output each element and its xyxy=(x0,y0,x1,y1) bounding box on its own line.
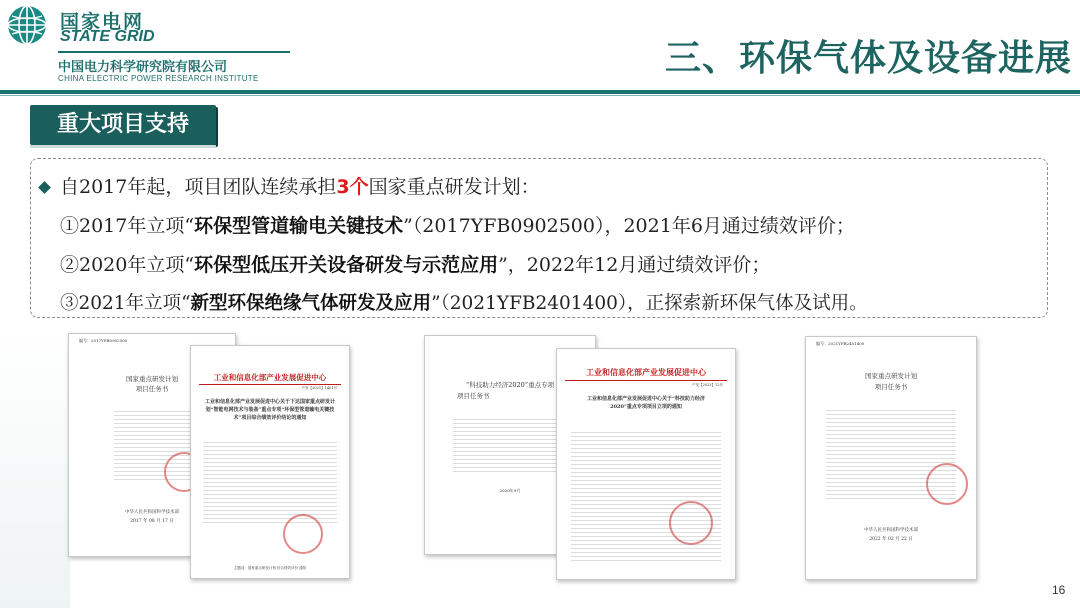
project-item-suffix: ”，2022年12月通过绩效评价； xyxy=(498,254,771,276)
doc-subject: 工业和信息化部产业发展促进中心关于“科技助力经济2020”重点专项项目立项的通知 xyxy=(587,396,705,410)
doc-date: 2017 年 08 月 17 日 xyxy=(130,519,174,524)
doc-header: 工业和信息化部产业发展促进中心 xyxy=(586,367,706,377)
official-seal-icon xyxy=(669,501,713,545)
document-evaluation-notice-2021 xyxy=(190,345,350,579)
intro-count: 3个 xyxy=(336,176,369,198)
doc-title: 国家重点研发计划 xyxy=(865,372,917,380)
project-item-prefix: ①2017年立项“ xyxy=(60,215,195,237)
brand-divider xyxy=(58,51,290,53)
project-item-1 xyxy=(60,211,855,238)
doc-subtitle: 项目任务书 xyxy=(135,385,169,393)
doc-ref: 产发【2021】1401号 xyxy=(301,386,337,390)
doc-subtitle: 项目任务书 xyxy=(874,383,908,391)
doc-number: 编号：2017YFB0902500 xyxy=(79,338,128,343)
doc-date: 2022 年 02 月 22 日 xyxy=(869,537,913,542)
state-grid-logo-icon xyxy=(6,4,48,46)
project-item-name: 环保型管道输电关键技术 xyxy=(194,215,404,237)
brand-name-cn: 国家电网 xyxy=(60,11,145,33)
background-decoration xyxy=(0,330,70,608)
doc-title: “科技助力经济2020”重点专项 xyxy=(465,381,555,389)
project-item-suffix: ”（2017YFB0902500），2021年6月通过绩效评价； xyxy=(403,215,855,237)
doc-ref: 产发【2023】12号 xyxy=(692,383,723,387)
doc-title: 国家重点研发计划 xyxy=(126,375,178,383)
doc-subtitle: 项目任务书 xyxy=(457,392,490,400)
project-item-name: 环保型低压开关设备研发与示范应用 xyxy=(194,254,499,276)
doc-header: 工业和信息化部产业发展促进中心 xyxy=(213,373,327,382)
header-rule xyxy=(0,90,1080,94)
doc-issuer: 中华人民共和国科学技术部 xyxy=(864,528,918,533)
project-item-3 xyxy=(60,289,868,315)
doc-red-rule xyxy=(565,380,727,381)
doc-date: 2020年9月 xyxy=(499,488,521,493)
official-seal-icon xyxy=(926,463,968,505)
doc-form-lines xyxy=(453,416,573,472)
project-item-prefix: ③2021年立项“ xyxy=(60,293,191,314)
doc-subject: 工业和信息化部产业发展促进中心关于下达国家重点研发计划“智能电网技术与装备”重点专项“环保型管道输电关键技术”项目综合绩效评价结论的通知 xyxy=(204,399,335,421)
brand-name-en: STATE GRID xyxy=(60,28,155,45)
project-item-2 xyxy=(60,250,770,277)
intro-text-a: 自2017年起，项目团队连续承担 xyxy=(60,176,337,198)
section-tab-underline xyxy=(30,145,216,148)
document-task-book-2021 xyxy=(805,336,977,580)
project-item-suffix: ”（2021YFB2401400），正探索新环保气体及试用。 xyxy=(431,293,868,314)
institute-name-en: CHINA ELECTRIC POWER RESEARCH INSTITUTE xyxy=(58,74,259,83)
page-title: 三、环保气体及设备进展 xyxy=(664,38,1072,79)
document-project-notice-2023 xyxy=(556,348,736,580)
page-number: 16 xyxy=(1052,583,1066,597)
institute-name-cn: 中国电力科学研究院有限公司 xyxy=(58,60,228,75)
doc-number: 编号：2021YFB2401400 xyxy=(816,341,865,346)
doc-body-lines xyxy=(203,441,337,523)
doc-issuer: 中华人民共和国科学技术部 xyxy=(125,510,179,515)
doc-red-rule xyxy=(199,384,341,385)
project-item-name: 新型环保绝缘气体研发及应用 xyxy=(190,293,432,314)
header-rule-thin xyxy=(0,95,1080,96)
official-seal-icon xyxy=(283,514,323,554)
doc-footer: 主题词：国家重点研发计划 综合绩效评价 通知 xyxy=(233,566,307,570)
project-item-prefix: ②2020年立项“ xyxy=(60,254,195,276)
intro-line xyxy=(60,172,540,199)
section-tab: 重大项目支持 xyxy=(30,105,216,145)
intro-text-b: 国家重点研发计划： xyxy=(368,176,540,198)
